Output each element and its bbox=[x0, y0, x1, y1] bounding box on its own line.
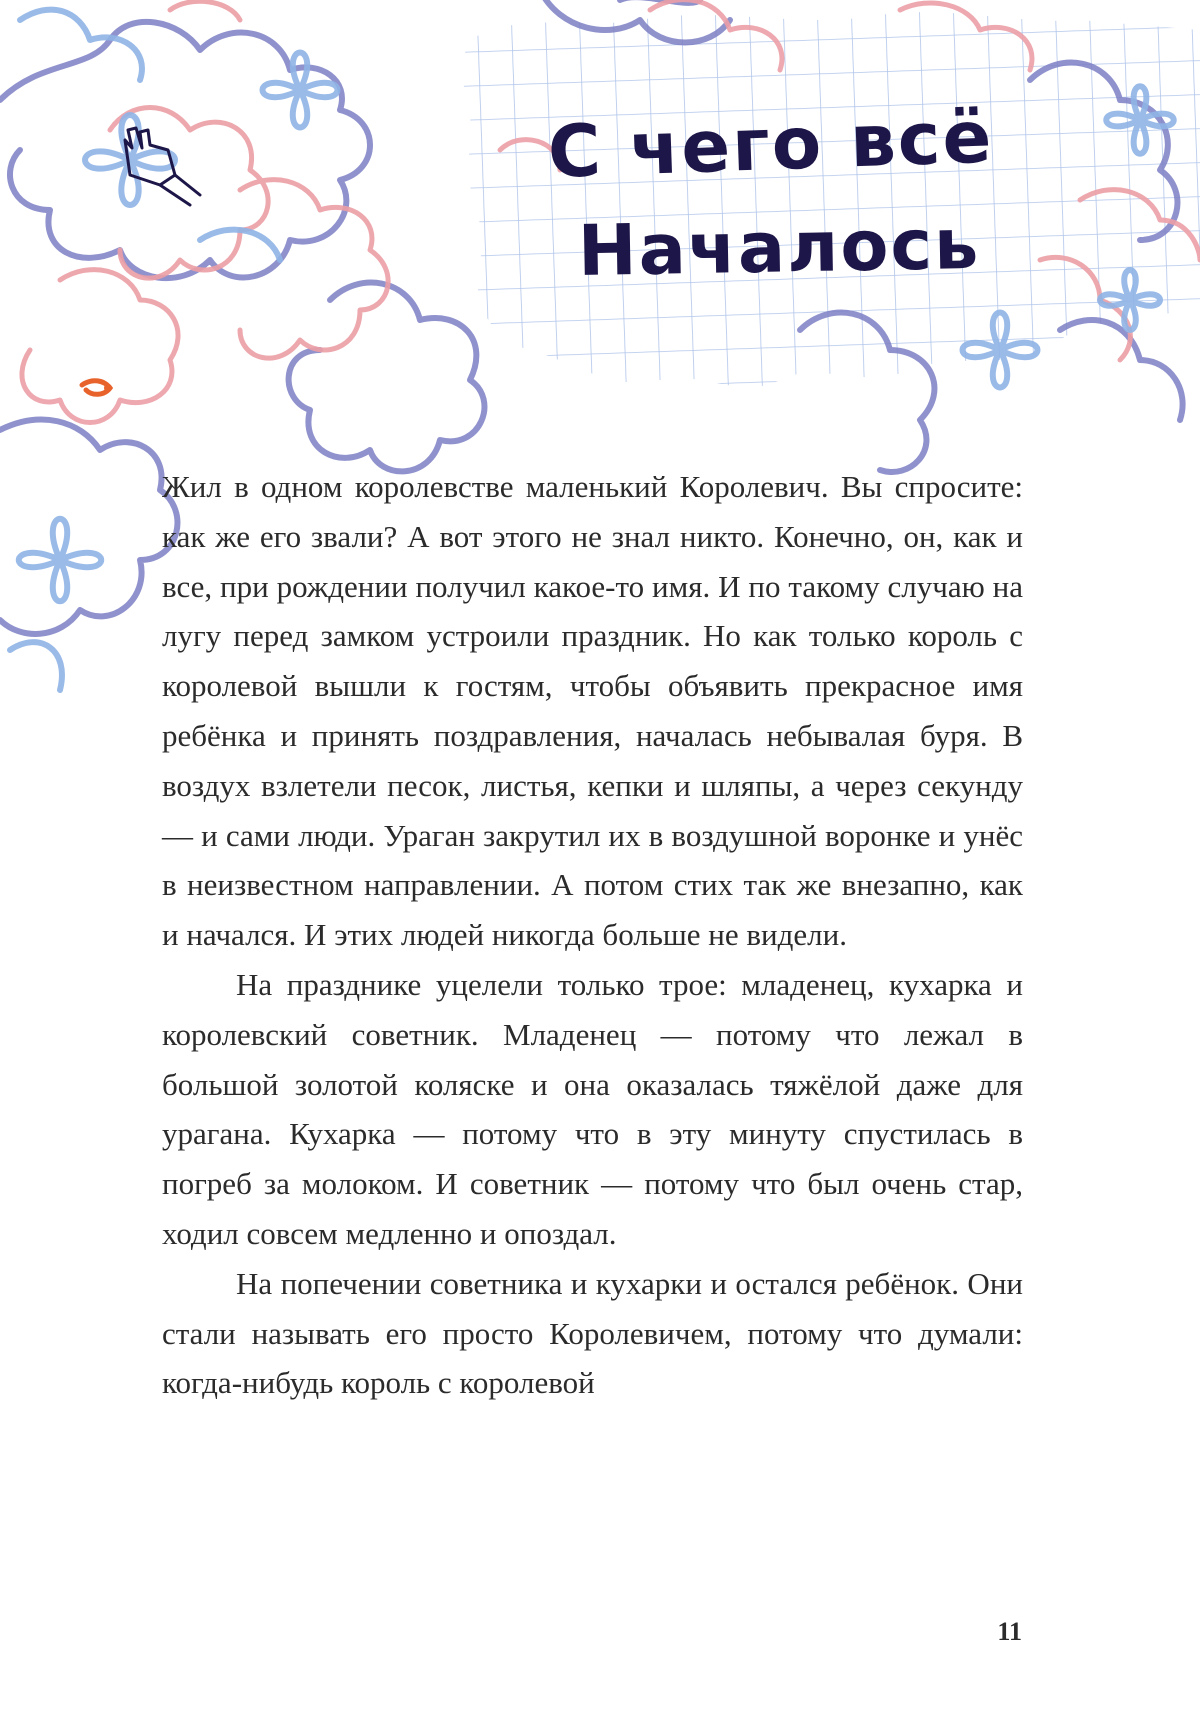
chapter-title bbox=[546, 94, 995, 310]
paragraph-3: На попечении советника и кухарки и остался ребёнок. Они стали называть его просто Королевичем, потому что думали: когда-нибудь король с королевой bbox=[162, 1265, 1023, 1401]
orange-squiggle bbox=[82, 381, 112, 395]
page-number: 11 bbox=[997, 1617, 1022, 1646]
paragraph-2: На празднике уцелели только трое: младенец, кухарка и королевский советник. Младенец — потому что лежал в большой золотой коляске и она оказалась тяжёлой даже для урагана. Кухарка — потому что в эту минуту спустилась в погреб за молоком. И советник — потому что был очень стар, ходил совсем медленно и опоздал. bbox=[162, 966, 1023, 1251]
chapter-title-line-1: С чего всё bbox=[546, 94, 995, 194]
body-text bbox=[162, 462, 1023, 1408]
chapter-title-line-2: Началось bbox=[577, 202, 981, 292]
paragraph-1: Жил в одном королевстве маленький Королевич. Вы спросите: как же его звали? А вот этого не знал никто. Конечно, он, как и все, при рождении получил какое-то имя. И по такому случаю на лугу перед замком устроили праздник. Но как только король с королевой вышли к гостям, чтобы объявить прекрасное имя ребёнка и принять поздравления, началась небывалая буря. В воздух взлетели песок, листья, кепки и шляпы, а через секунду — и сами люди. Ураган закрутил их в воздушной воронке и унёс в неизвестном направлении. А потом стих так же внезапно, как и начался. И этих людей никогда больше не видели. bbox=[162, 469, 1023, 953]
